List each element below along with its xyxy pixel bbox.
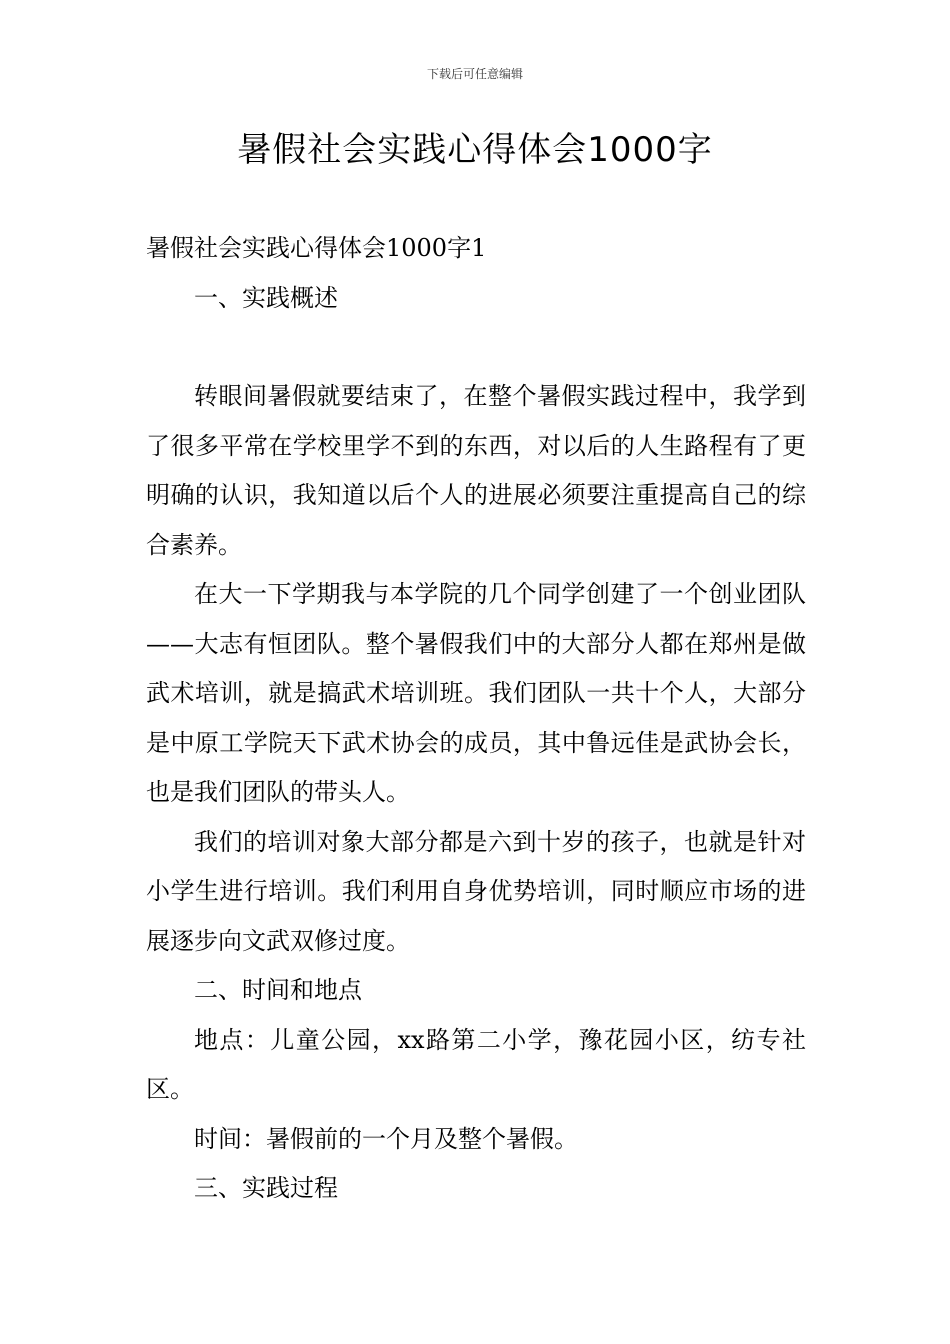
subsection-heading: 三、实践过程 <box>194 1174 338 1202</box>
document-title: 暑假社会实践心得体会1000字 <box>237 130 713 170</box>
header-note: 下载后可任意编辑 <box>426 67 523 81</box>
subsection-heading: 二、时间和地点 <box>194 976 362 1004</box>
paragraph: 地点：儿童公园，xx路第二小学，豫花园小区，纺专社区。 <box>146 1025 806 1103</box>
paragraph: 我们的培训对象大部分都是六到十岁的孩子，也就是针对小学生进行培训。我们利用自身优势培训，同时顺应市场的进展逐步向文武双修过度。 <box>146 827 806 955</box>
section-heading: 暑假社会实践心得体会1000字1 <box>146 234 487 262</box>
document-body <box>146 224 806 1214</box>
subsection-heading: 一、实践概述 <box>194 283 338 312</box>
paragraph: 转眼间暑假就要结束了，在整个暑假实践过程中，我学到了很多平常在学校里学不到的东西，对以后的人生路程有了更明确的认识，我知道以后个人的进展必须要注重提高自己的综合素养。 <box>146 382 806 559</box>
paragraph: 时间：暑假前的一个月及整个暑假。 <box>194 1124 578 1153</box>
paragraph: 在大一下学期我与本学院的几个同学创建了一个创业团队——大志有恒团队。整个暑假我们中的大部分人都在郑州是做武术培训，就是搞武术培训班。我们团队一共十个人，大部分是中原工学院天下武术协会的成员，其中鲁远佳是武协会长，也是我们团队的带头人。 <box>146 580 806 806</box>
